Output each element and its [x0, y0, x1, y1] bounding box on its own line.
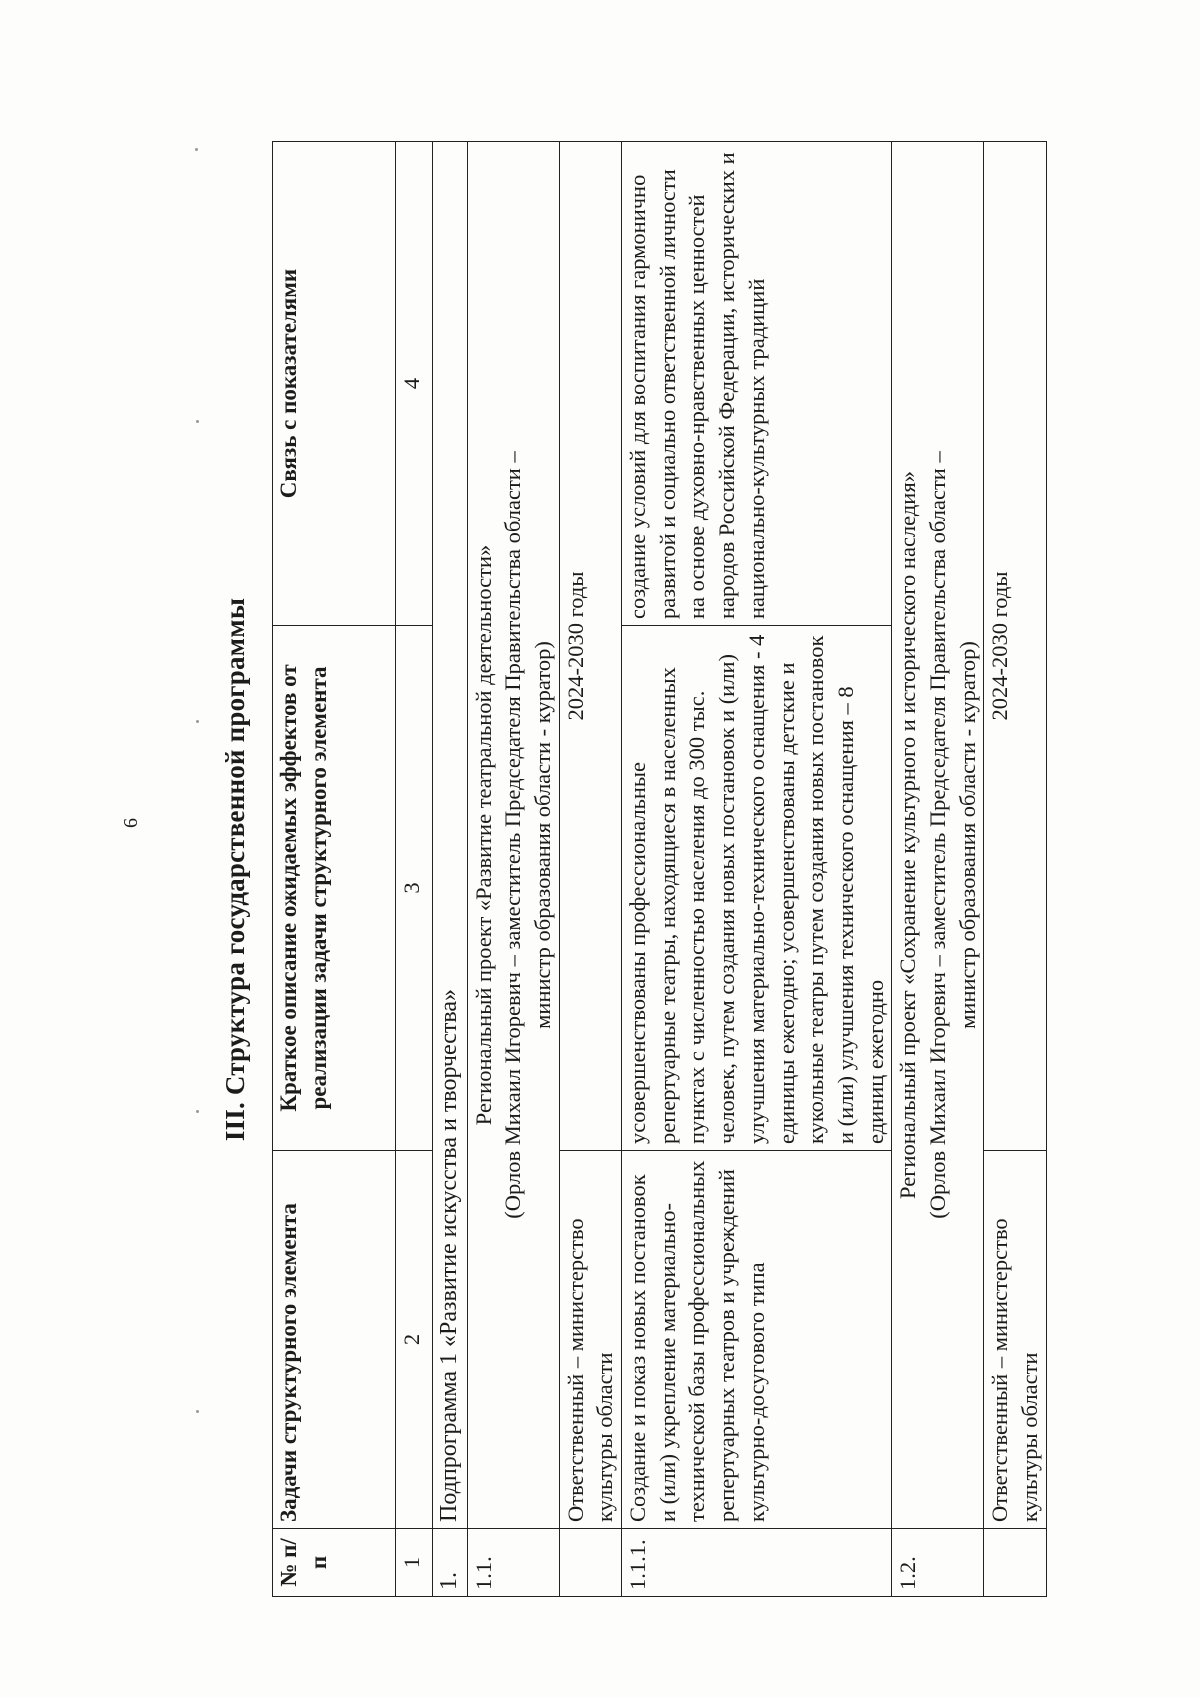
responsible-row — [559, 142, 621, 1597]
task-number: 1.1.1. — [622, 1529, 892, 1597]
structure-table — [272, 141, 1047, 1597]
task-indicator-link: создание условий для воспитания гармонично развитой и социально ответственной личности на основе духовно-нравственных ценностей народов Российской Федерации, исторических и национально-культурных традиций — [622, 142, 892, 626]
task-effects: усовершенствованы профессиональные репертуарные театры, находящиеся в населенных пунктах с численностью населения до 300 тыс. человек, путем создания новых постановок и (или) улучшения материально-технического оснащения - 4 единицы ежегодно; усовершенствованы детские и кукольные театры путем создания новых постановок и (или) улучшения технического оснащения – 8 единиц ежегодно — [622, 626, 892, 1151]
responsible-body: Ответственный – министерство культуры области — [984, 1151, 1046, 1529]
subprogram-title: Подпрограмма 1 «Развитие искусства и творчества» — [433, 142, 468, 1529]
project-curator-role: министр образования области - куратор) — [530, 641, 556, 1029]
project-description — [467, 142, 559, 1529]
empty-cell — [559, 1529, 621, 1597]
column-number: 3 — [396, 626, 433, 1151]
responsible-body: Ответственный – министерство культуры области — [559, 1151, 621, 1529]
column-number: 1 — [396, 1529, 433, 1597]
project-number: 1.2. — [892, 1529, 984, 1597]
project-row — [892, 142, 984, 1597]
table-header-row — [273, 142, 396, 1597]
header-number: № п/п — [273, 1529, 396, 1597]
project-title: Региональный проект «Сохранение культурного и исторического наследия» — [895, 471, 921, 1199]
rotated-page-content — [190, 142, 1110, 1597]
subprogram-number: 1. — [433, 1529, 468, 1597]
page-number: 6 — [120, 818, 142, 828]
scan-dot — [196, 1410, 199, 1413]
project-curator-role: министр образования области - куратор) — [954, 641, 980, 1029]
responsible-row — [984, 142, 1046, 1597]
project-period: 2024-2030 годы — [559, 142, 621, 1151]
scan-dot — [196, 720, 199, 723]
project-description — [892, 142, 984, 1529]
task-description: Создание и показ новых постановок и (или) укрепление материально-технической базы профессиональных репертуарных театров и учреждений культурно-досугового типа — [622, 1151, 892, 1529]
subprogram-row — [433, 142, 468, 1597]
task-row — [622, 142, 892, 1597]
column-numbers-row — [396, 142, 433, 1597]
project-curator: (Орлов Михаил Игоревич – заместитель Председателя Правительства области – — [500, 451, 526, 1219]
header-tasks: Задачи структурного элемента — [273, 1151, 396, 1529]
scan-dot — [195, 148, 198, 151]
header-effects: Краткое описание ожидаемых эффектов от реализации задачи структурного элемента — [273, 626, 396, 1151]
column-number: 2 — [396, 1151, 433, 1529]
header-indicators: Связь с показателями — [273, 142, 396, 626]
project-row — [467, 142, 559, 1597]
scan-dot — [196, 1110, 199, 1113]
document-title: III. Структура государственной программы — [220, 597, 250, 1142]
empty-cell — [984, 1529, 1046, 1597]
scan-dot — [196, 420, 199, 423]
column-number: 4 — [396, 142, 433, 626]
project-title: Региональный проект «Развитие театральной деятельности» — [470, 544, 496, 1126]
project-number: 1.1. — [467, 1529, 559, 1597]
project-curator: (Орлов Михаил Игоревич – заместитель Председателя Правительства области – — [924, 451, 950, 1219]
project-period: 2024-2030 годы — [984, 142, 1046, 1151]
